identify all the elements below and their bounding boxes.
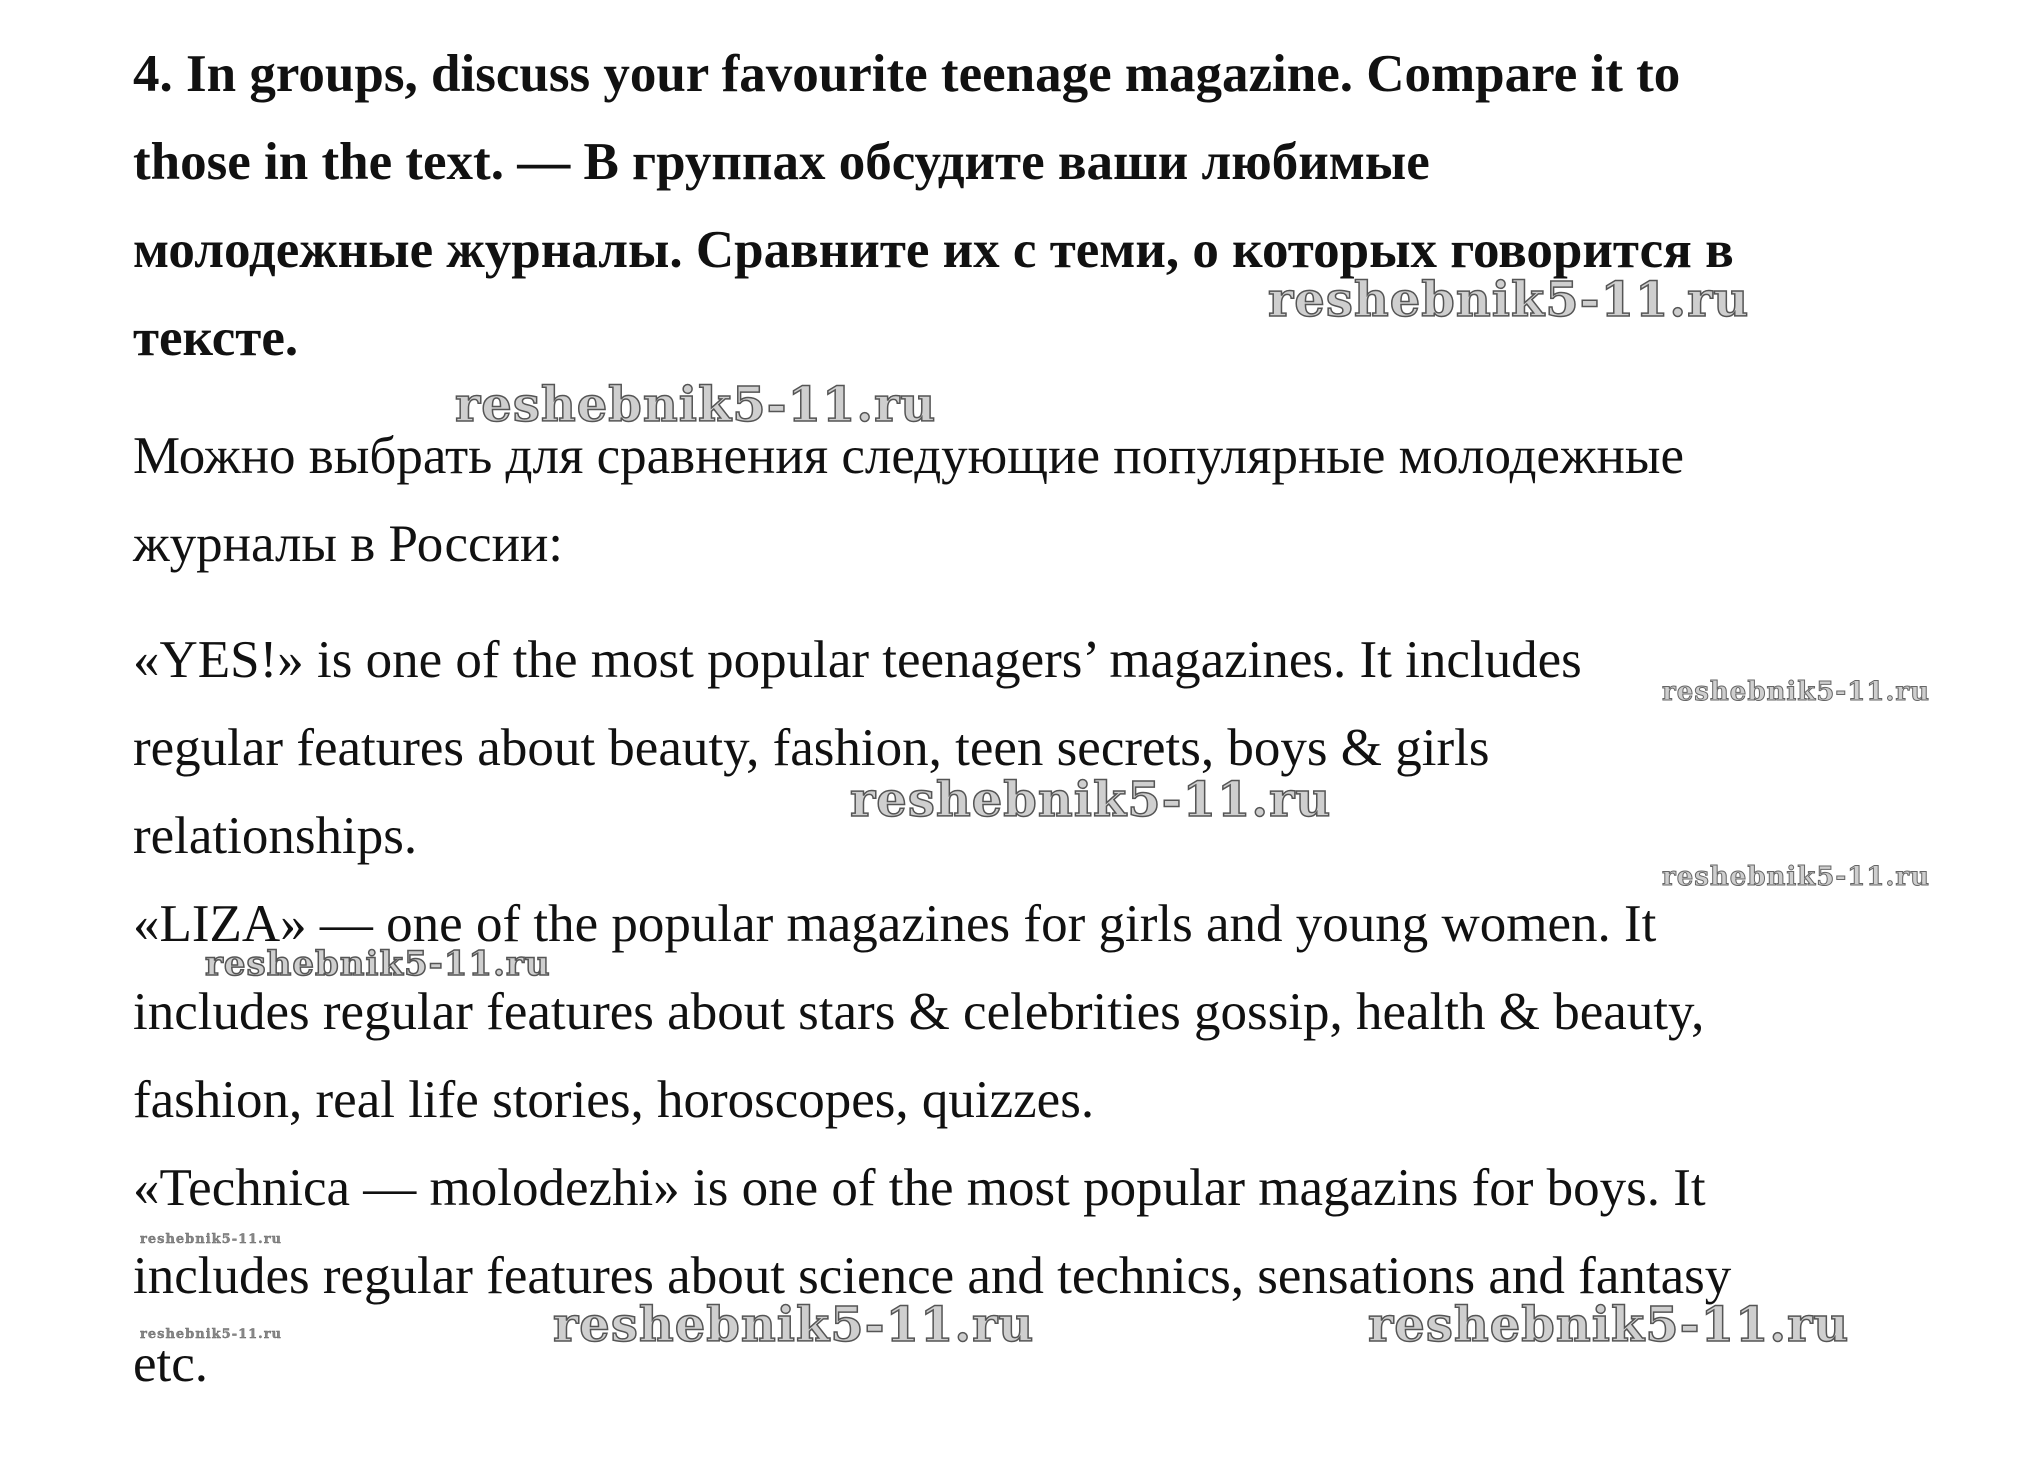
- text-line: «YES!» is one of the most popular teenagers’ magazines. It includes: [133, 631, 1582, 689]
- intro-paragraph: [133, 412, 1933, 588]
- watermark-logo: reshebnik5-11.ru: [1662, 862, 1931, 892]
- text-line: relationships.: [133, 807, 418, 865]
- task-heading: [133, 30, 1933, 382]
- text-line: Можно выбрать для сравнения следующие популярные молодежные: [133, 427, 1685, 485]
- heading-line: тексте.: [133, 309, 299, 367]
- watermark-logo: reshebnik5-11.ru: [553, 1297, 1035, 1353]
- watermark-logo: reshebnik5-11.ru: [850, 772, 1332, 828]
- watermark-logo: reshebnik5-11.ru: [1662, 677, 1931, 707]
- heading-line: 4. In groups, discuss your favourite teenage magazine. Compare it to: [133, 45, 1681, 103]
- text-line: etc.: [133, 1335, 209, 1393]
- text-line: includes regular features about stars & celebrities gossip, health & beauty,: [133, 983, 1705, 1041]
- text-line: «LIZA» — one of the popular magazines for girls and young women. It: [133, 895, 1657, 953]
- watermark-logo: reshebnik5-11.ru: [1368, 1297, 1850, 1353]
- watermark-logo: reshebnik5-11.ru: [140, 1232, 283, 1247]
- text-line: regular features about beauty, fashion, teen secrets, boys & girls: [133, 719, 1490, 777]
- watermark-logo: reshebnik5-11.ru: [455, 377, 937, 433]
- document-page: [133, 30, 1933, 1408]
- watermark-logo: reshebnik5-11.ru: [1268, 272, 1750, 328]
- magazine-technica-paragraph: [133, 1144, 1933, 1408]
- text-line: журналы в России:: [133, 515, 564, 573]
- heading-line: молодежные журналы. Сравните их с теми, о которых говорится в: [133, 221, 1734, 279]
- magazine-yes-paragraph: [133, 616, 1933, 880]
- heading-line: those in the text. — В группах обсудите ваши любимые: [133, 133, 1430, 191]
- text-line: «Technica — molodezhi» is one of the most popular magazins for boys. It: [133, 1159, 1706, 1217]
- watermark-logo: reshebnik5-11.ru: [140, 1327, 283, 1342]
- text-line: includes regular features about science and technics, sensations and fantasy: [133, 1247, 1732, 1305]
- watermark-logo: reshebnik5-11.ru: [205, 944, 551, 984]
- text-line: fashion, real life stories, horoscopes, quizzes.: [133, 1071, 1095, 1129]
- magazine-liza-paragraph: [133, 880, 1933, 1144]
